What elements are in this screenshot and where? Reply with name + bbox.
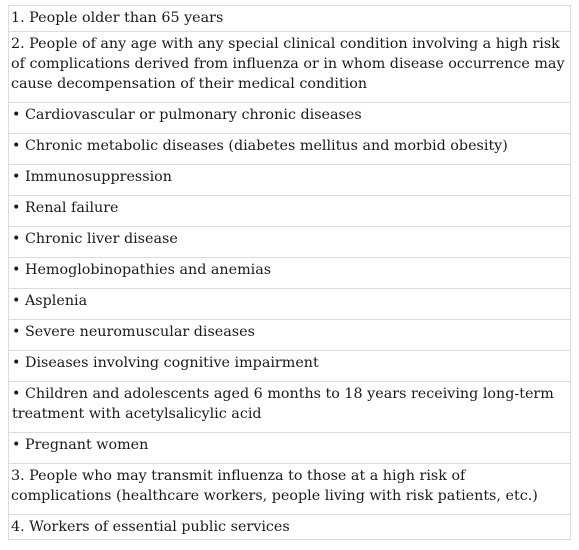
table-row: [9, 382, 570, 433]
table-row: [9, 464, 570, 515]
table-row: [9, 227, 570, 258]
row-text: 2. People of any age with any special clinical condition involving a high risk of complications derived from influenza or in whom disease occurrence may cause decompensation of their medical condition: [11, 36, 565, 92]
table-row: [9, 134, 570, 165]
risk-groups-table: [8, 5, 571, 540]
row-text: • Pregnant women: [12, 437, 149, 453]
row-text: • Immunosuppression: [12, 169, 172, 185]
row-text: • Chronic liver disease: [12, 231, 178, 247]
row-text: • Hemoglobinopathies and anemias: [12, 262, 272, 278]
row-text: 3. People who may transmit influenza to those at a high risk of complications (healthcare workers, people living with risk patients, etc.): [11, 468, 538, 504]
row-text: • Asplenia: [12, 293, 88, 309]
table-row: [9, 320, 570, 351]
row-text: • Chronic metabolic diseases (diabetes mellitus and morbid obesity): [12, 138, 508, 154]
row-text: 1. People older than 65 years: [11, 10, 224, 26]
table-row: [9, 6, 570, 32]
row-text: • Renal failure: [12, 200, 119, 216]
table-row: [9, 515, 570, 540]
table-row: [9, 196, 570, 227]
table-row: [9, 258, 570, 289]
row-text: 4. Workers of essential public services: [11, 519, 290, 535]
row-text: • Severe neuromuscular diseases: [12, 324, 255, 340]
table-row: [9, 32, 570, 103]
row-text: • Diseases involving cognitive impairment: [12, 355, 319, 371]
table-row: [9, 103, 570, 134]
row-text: • Children and adolescents aged 6 months to 18 years receiving long-term treatment with acetylsalicylic acid: [12, 386, 554, 422]
table-row: [9, 351, 570, 382]
table-row: [9, 165, 570, 196]
table-row: [9, 289, 570, 320]
row-text: • Cardiovascular or pulmonary chronic diseases: [12, 107, 362, 123]
table-row: [9, 433, 570, 464]
